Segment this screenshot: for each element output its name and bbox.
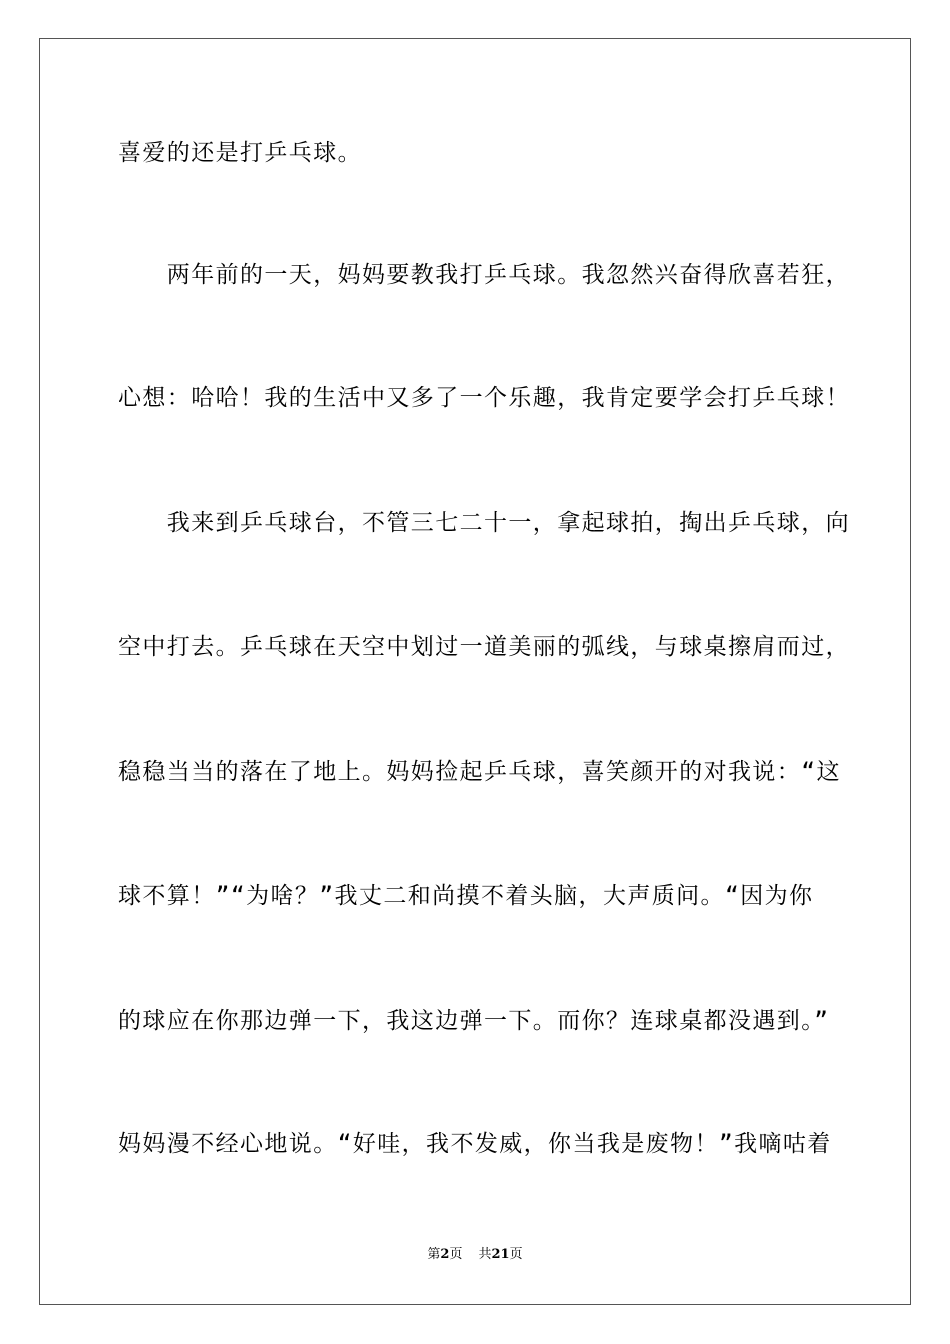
page-number: 2 bbox=[440, 1247, 450, 1262]
total-suffix: 页 bbox=[509, 1247, 523, 1262]
page-prefix: 第 bbox=[427, 1247, 441, 1262]
page-suffix: 页 bbox=[449, 1247, 463, 1262]
total-pages: 21 bbox=[491, 1247, 510, 1262]
text-line-6: 稳稳当当的落在了地上。妈妈捡起乒乓球，喜笑颜开的对我说：“这 bbox=[118, 759, 841, 785]
text-line-8: 的球应在你那边弹一下，我这边弹一下。而你？连球桌都没遇到。” bbox=[118, 1008, 830, 1034]
page-border bbox=[39, 38, 911, 1305]
text-line-1: 喜爱的还是打乒乓球。 bbox=[118, 140, 362, 166]
text-line-7: 球不算！”“为啥？”我丈二和尚摸不着头脑，大声质问。“因为你 bbox=[118, 883, 814, 909]
page-footer bbox=[0, 1246, 950, 1264]
text-line-4: 我来到乒乓球台，不管三七二十一，拿起球拍，掏出乒乓球，向 bbox=[118, 510, 850, 536]
text-line-9: 妈妈漫不经心地说。“好哇，我不发威，你当我是废物！”我嘀咕着 bbox=[118, 1131, 832, 1157]
text-line-5: 空中打去。乒乓球在天空中划过一道美丽的弧线，与球桌擦肩而过， bbox=[118, 634, 850, 660]
total-prefix: 共 bbox=[478, 1247, 492, 1262]
text-line-2: 两年前的一天，妈妈要教我打乒乓球。我忽然兴奋得欣喜若狂， bbox=[118, 262, 850, 288]
text-line-3: 心想：哈哈！我的生活中又多了一个乐趣，我肯定要学会打乒乓球！ bbox=[118, 385, 850, 411]
